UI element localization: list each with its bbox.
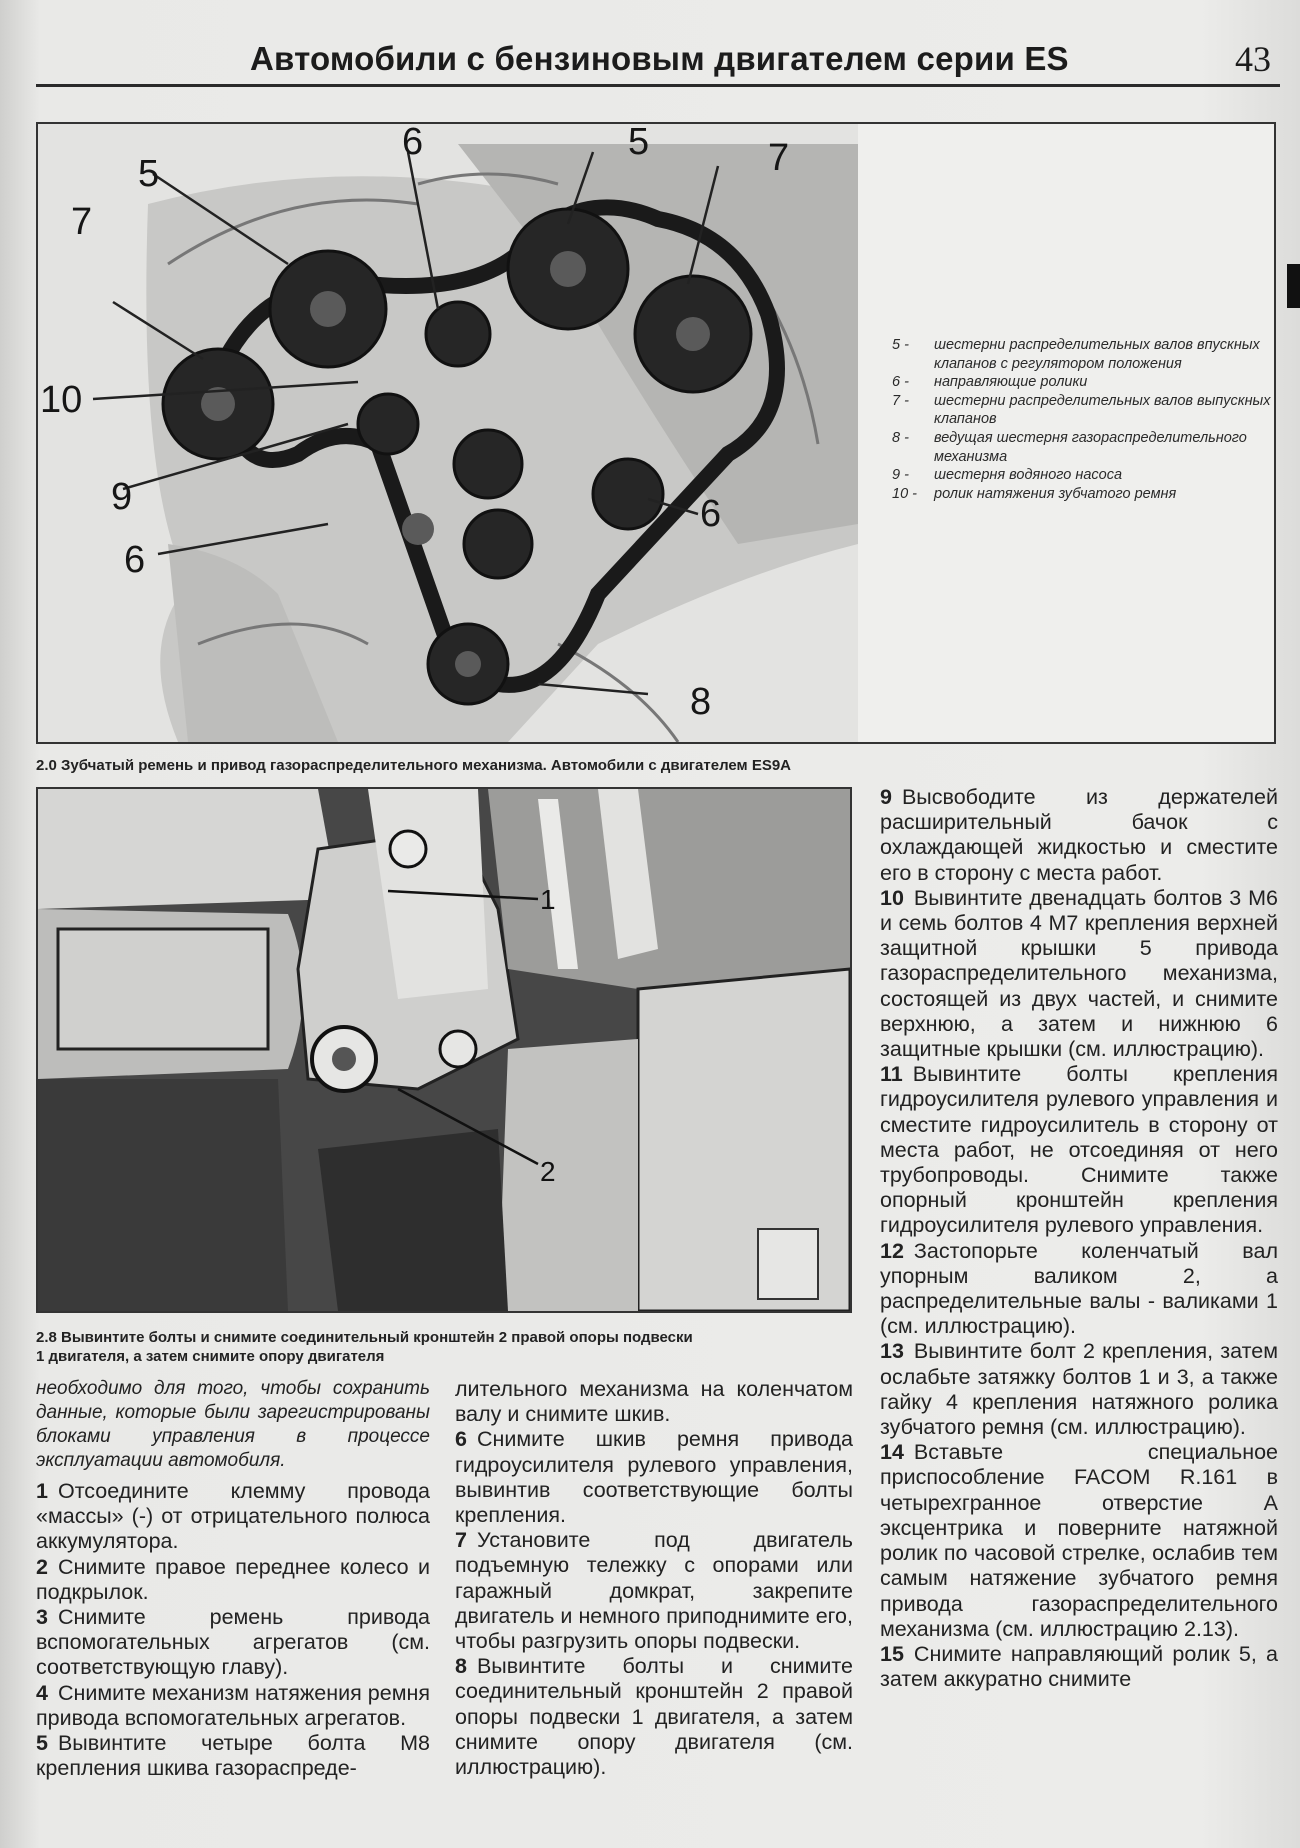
legend-item: 5 - шестерни распределительных валов впускных клапанов с регулятором положения	[892, 337, 1260, 372]
step-paragraph: 11 Вывинтите болты крепления гидроусилителя рулевого управления и сместите гидроусилитель в сторону от места работ, не отсоединяя от него трубопроводы. Снимите также опорный кронштейн крепления гидроусилителя рулевого управления.	[880, 1062, 1278, 1238]
figure-legend	[892, 336, 1277, 503]
header-rule	[36, 84, 1280, 87]
callout-5a: 5	[138, 153, 160, 195]
step-paragraph: 3 Снимите ремень привода вспомогательных агрегатов (см. соответствующую главу).	[36, 1605, 430, 1680]
callout-8: 8	[690, 681, 712, 723]
engine-mount-illustration	[38, 789, 850, 1311]
legend-item: 8 - ведущая шестерня газораспределительного механизма	[892, 429, 1247, 465]
callout-7a: 7	[768, 137, 790, 179]
callout-9: 9	[111, 476, 133, 518]
text-column-right	[880, 785, 1278, 1692]
step-paragraph: 4 Снимите механизм натяжения ремня привода вспомогательных агрегатов.	[36, 1680, 430, 1730]
legend-item: 7 - шестерни распределительных валов выпускных клапанов	[892, 392, 1271, 428]
callout-6b: 6	[700, 493, 722, 535]
step-paragraph: 7 Установите под двигатель подъемную тележку с опорами или гаражный домкрат, закрепите двигатель и немного приподнимите его, чтобы разгрузить опоры подвески.	[455, 1528, 853, 1654]
legend-item: 10 - ролик натяжения зубчатого ремня	[892, 485, 1177, 502]
callout-10: 10	[40, 379, 83, 421]
step-paragraph: 2 Снимите правое переднее колесо и подкрылок.	[36, 1554, 430, 1604]
callout-6c: 6	[124, 539, 146, 581]
callout-6a: 6	[402, 124, 424, 163]
page-header-title: Автомобили с бензиновым двигателем серии ES	[250, 40, 1069, 77]
step-paragraph: 9 Высвободите из держателей расширительный бачок с охлаждающей жидкостью и сместите его в сторону с места работ.	[880, 785, 1278, 885]
callout-2: 2	[540, 1156, 556, 1187]
legend-item: 6 - направляющие ролики	[892, 374, 1088, 391]
callout-1: 1	[540, 884, 556, 915]
step-paragraph: 14 Вставьте специальное приспособление FACOM R.161 в четырехгранное отверстие А эксцентрика и поверните натяжной ролик по часовой стрелке, ослабив тем самым натяжение зубчатого ремня привода газораспределительного механизма (см. иллюстрацию 2.13).	[880, 1440, 1278, 1641]
step-paragraph: 1 Отсоедините клемму провода «массы» (-) от отрицательного полюса аккумулятора.	[36, 1479, 430, 1554]
timing-belt-figure	[36, 122, 1276, 744]
step-paragraph: 12 Застопорьте коленчатый вал упорным валиком 2, а распределительные валы - валиками 1 (см. иллюстрацию).	[880, 1238, 1278, 1339]
step-paragraph: 13 Вывинтите болт 2 крепления, затем ослабьте затяжку болтов 1 и 3, а также гайку 4 крепления натяжного ролика зубчатого ремня (см. иллюстрацию).	[880, 1339, 1278, 1440]
callout-5b: 5	[628, 124, 650, 163]
step-paragraph: 5 Вывинтите четыре болта М8 крепления шкива газораспреде-	[36, 1731, 430, 1781]
step-paragraph: 6 Снимите шкив ремня привода гидроусилителя рулевого управления, вывинтив соответствующие болты крепления.	[455, 1427, 853, 1528]
page-number: 43	[1235, 39, 1271, 79]
intro-paragraph: необходимо для того, чтобы сохранить данные, которые были зарегистрированы блоками управления в процессе эксплуатации автомобиля.	[36, 1378, 430, 1471]
continuation-paragraph: лительного механизма на коленчатом валу и снимите шкив.	[455, 1377, 853, 1427]
text-column-middle	[455, 1377, 853, 1780]
step-paragraph: 8 Вывинтите болты и снимите соединительный кронштейн 2 правой опоры подвески 1 двигателя, а затем снимите опору двигателя (см. иллюстрацию).	[455, 1654, 853, 1780]
engine-mount-figure	[36, 787, 852, 1313]
figure-2-caption: 2.8 Вывинтите болты и снимите соединительный кронштейн 2 правой опоры подвески 1 двигателя, а затем снимите опору двигателя	[36, 1329, 693, 1365]
step-paragraph: 10 Вывинтите двенадцать болтов 3 М6 и семь болтов 4 М7 крепления верхней защитной крышки 5 привода газораспределительного механизма, состоящей из двух частей, и снимите верхнюю, а затем и нижнюю 6 защитные крышки (см. иллюстрацию).	[880, 885, 1278, 1062]
chapter-tab	[1287, 264, 1300, 308]
legend-item: 9 - шестерня водяного насоса	[892, 467, 1123, 484]
callout-7b: 7	[71, 201, 93, 243]
step-paragraph: 15 Снимите направляющий ролик 5, а затем аккуратно снимите	[880, 1641, 1278, 1692]
figure-1-caption: 2.0 Зубчатый ремень и привод газораспределительного механизма. Автомобили с двигателем ES9A	[36, 757, 792, 774]
text-column-left	[36, 1377, 430, 1781]
